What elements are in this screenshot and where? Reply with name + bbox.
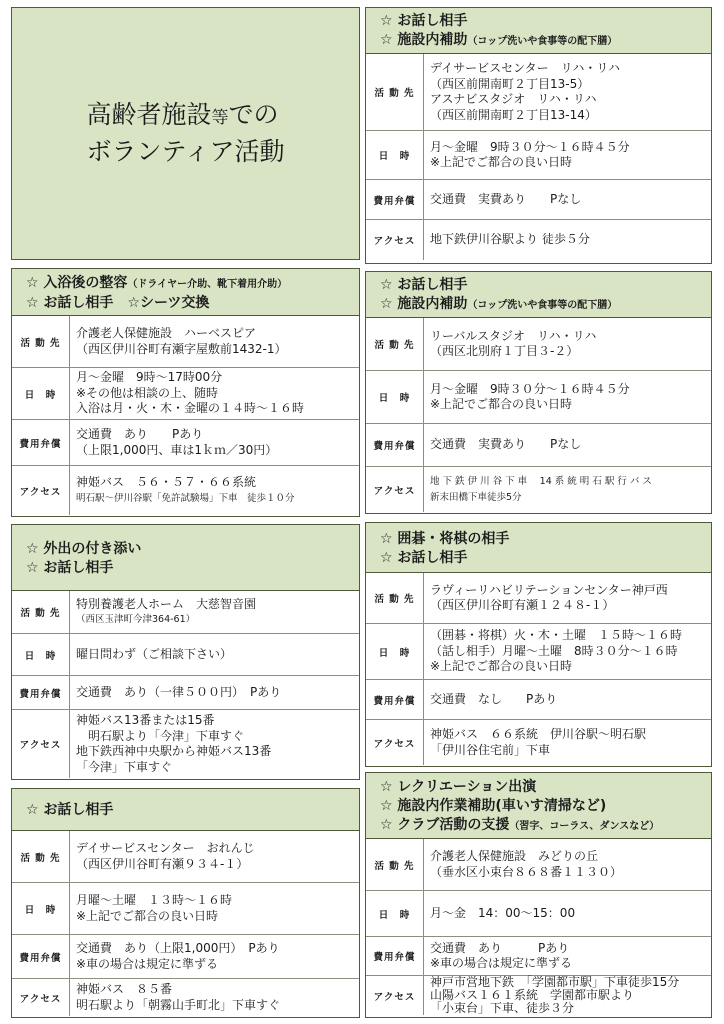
card-heading-note: （習字、コーラス、ダンスなど） xyxy=(509,820,660,832)
label-place: 活 動 先 xyxy=(12,316,70,367)
cost-line: ※車の場合は規定に準ずる xyxy=(430,956,573,970)
value-cost xyxy=(424,424,711,466)
row-place xyxy=(12,591,359,633)
cost-line: 交通費 実費あり Pなし xyxy=(430,191,582,206)
time-line: 曜日問わず（ご相談下さい） xyxy=(76,646,233,661)
place-line: （西区伊川谷町有瀬９３４-１） xyxy=(76,856,249,871)
activity-card-2 xyxy=(11,268,360,517)
value-time xyxy=(424,624,711,679)
value-time xyxy=(424,371,711,423)
row-place xyxy=(12,316,359,367)
value-access xyxy=(424,220,711,260)
activity-card-3 xyxy=(365,271,712,514)
place-line: ラヴィーリハビリテーションセンター神戸西 xyxy=(430,582,668,597)
time-line: 入浴は月・火・木・金曜の１４時～１６時 xyxy=(76,401,305,416)
label-cost: 費用弁償 xyxy=(12,420,70,465)
label-access: アクセス xyxy=(12,466,70,515)
value-time xyxy=(70,634,359,675)
card-heading-1: ☆ 外出の付き添い xyxy=(26,540,142,557)
access-line: 神戸市営地下鉄 「学園都市駅」下車徒歩15分 xyxy=(430,975,680,989)
value-access xyxy=(70,466,359,515)
cost-line: 交通費 あり Pあり xyxy=(430,940,570,955)
label-time: 日 時 xyxy=(366,624,424,679)
row-time xyxy=(12,367,359,419)
label-time: 日 時 xyxy=(12,634,70,675)
row-access xyxy=(12,709,359,778)
card-header xyxy=(366,272,711,318)
card-heading-2-main: ☆ 施設内補助 xyxy=(380,32,468,48)
card-heading-1 xyxy=(26,274,349,294)
card-header xyxy=(12,525,359,591)
card-heading-1-main: ☆ 入浴後の整容 xyxy=(26,274,128,291)
row-access xyxy=(366,975,711,1015)
place-line: （西区玉津町今津364-61） xyxy=(76,614,196,625)
label-time: 日 時 xyxy=(366,371,424,423)
label-access: アクセス xyxy=(12,710,70,778)
value-place xyxy=(70,591,359,633)
time-line: 月～金曜 9時３０分～１６時４５分 xyxy=(430,381,630,396)
row-cost xyxy=(366,936,711,975)
card-heading-1: ☆ 囲碁・将棋の相手 xyxy=(380,530,510,547)
access-line: 山陽バス１６１系統 学園都市駅より xyxy=(430,988,635,1002)
value-cost xyxy=(424,680,711,719)
row-time xyxy=(366,130,711,179)
label-time: 日 時 xyxy=(366,891,424,936)
row-access xyxy=(366,219,711,260)
value-cost xyxy=(70,676,359,709)
time-line: 月～金曜 9時～17時00分 xyxy=(76,370,223,385)
title-line-1-main: 高齢者施設 xyxy=(86,100,212,129)
row-time xyxy=(366,370,711,423)
value-time xyxy=(424,131,711,179)
row-cost xyxy=(12,675,359,709)
card-heading-1: ☆ お話し相手 xyxy=(380,277,468,293)
access-line: 神姫バス ５６・５７・６６系統 xyxy=(76,475,257,489)
time-line: 月～金曜 9時３０分～１６時４５分 xyxy=(430,139,630,154)
row-cost xyxy=(12,419,359,465)
time-line: 月曜～土曜 １３時～１６時 xyxy=(76,893,233,907)
value-place xyxy=(70,831,359,882)
label-place: 活 動 先 xyxy=(366,54,424,130)
label-time: 日 時 xyxy=(12,368,70,419)
value-cost xyxy=(424,180,711,219)
time-line: （話し相手）月曜～土曜 8時３０分～１６時 xyxy=(430,643,678,658)
label-place: 活 動 先 xyxy=(366,318,424,370)
label-access: アクセス xyxy=(366,467,424,512)
row-cost xyxy=(366,179,711,219)
value-cost xyxy=(70,420,359,465)
cost-line: 交通費 あり（一律５００円） Pあり xyxy=(76,684,282,699)
row-time xyxy=(366,890,711,936)
label-access: アクセス xyxy=(366,220,424,260)
card-header xyxy=(12,269,359,316)
time-line: ※上記でご都合の良い日時 xyxy=(430,397,573,411)
time-line: ※その他は相談の上、随時 xyxy=(76,385,219,400)
label-place: 活 動 先 xyxy=(366,839,424,890)
cost-line: ※車の場合は規定に準ずる xyxy=(76,956,219,971)
access-line: 「小束台」下車、徒歩３分 xyxy=(430,1001,575,1015)
place-line: （西区北別府１丁目３-２） xyxy=(430,344,579,358)
row-place xyxy=(12,831,359,882)
label-time: 日 時 xyxy=(366,131,424,179)
place-line: （西区前開南町２丁目13-14） xyxy=(430,107,597,122)
place-line: 介護老人保健施設 ハーベスピア xyxy=(76,326,257,340)
card-heading-2 xyxy=(380,31,701,51)
card-header xyxy=(12,789,359,831)
access-line: 新末田橋下車徒歩5分 xyxy=(430,491,522,503)
access-line: 神姫バス ８５番 xyxy=(76,982,173,996)
place-line: （西区伊川谷町有瀬字屋敷前1432-1） xyxy=(76,341,287,356)
value-time xyxy=(424,891,711,936)
value-time xyxy=(70,883,359,934)
row-place xyxy=(366,573,711,623)
place-line: 特別養護老人ホーム 大慈智音園 xyxy=(76,596,257,611)
access-line: 明石駅より「朝霧山手町北」下車すぐ xyxy=(76,997,281,1012)
place-line: リーバルスタジオ リハ・リハ xyxy=(430,328,597,343)
cost-line: 交通費 なし Pあり xyxy=(430,691,558,706)
label-cost: 費用弁償 xyxy=(12,935,70,978)
cost-line: 交通費 実費あり Pなし xyxy=(430,437,582,452)
value-cost xyxy=(70,935,359,978)
label-time: 日 時 xyxy=(12,883,70,934)
activity-card-1 xyxy=(365,7,712,264)
value-access xyxy=(70,979,359,1016)
title-line-1 xyxy=(86,98,284,135)
label-cost: 費用弁償 xyxy=(366,680,424,719)
card-heading-2: ☆ お話し相手 xyxy=(380,549,468,566)
value-place xyxy=(424,573,711,623)
place-line: （垂水区小束台８６８番１１３０） xyxy=(430,864,623,879)
place-line: （西区前開南町２丁目13-5） xyxy=(430,76,590,91)
row-time xyxy=(12,633,359,675)
label-place: 活 動 先 xyxy=(366,573,424,623)
label-cost: 費用弁償 xyxy=(12,676,70,709)
title-line-1-small: 等 xyxy=(211,108,229,128)
access-line: 神姫バス13番または15番 xyxy=(76,713,215,727)
label-access: アクセス xyxy=(366,976,424,1015)
label-access: アクセス xyxy=(366,720,424,765)
cost-line: 交通費 あり Pあり xyxy=(76,427,204,441)
label-cost: 費用弁償 xyxy=(366,180,424,219)
card-heading-3 xyxy=(380,816,701,836)
access-line: 神姫バス ６６系統 伊川谷駅～明石駅 xyxy=(430,727,647,741)
label-place: 活 動 先 xyxy=(12,591,70,633)
value-access xyxy=(424,976,711,1015)
row-place xyxy=(366,54,711,130)
page-title xyxy=(86,98,284,169)
card-heading-2-main: ☆ 施設内補助 xyxy=(380,296,468,312)
access-line: 明石駅より「今津」下車すぐ xyxy=(76,728,245,743)
place-line: デイサービスセンター リハ・リハ xyxy=(430,61,620,75)
row-access xyxy=(366,466,711,512)
value-access xyxy=(70,710,359,778)
label-cost: 費用弁償 xyxy=(366,424,424,466)
card-heading-note: （コップ洗いや食事等の配下膳） xyxy=(467,36,618,47)
time-line: ※上記でご都合の良い日時 xyxy=(430,155,573,169)
time-line: ※上記でご都合の良い日時 xyxy=(430,659,573,674)
card-header xyxy=(366,8,711,54)
activity-card-6 xyxy=(11,788,360,1018)
row-access xyxy=(12,978,359,1016)
title-line-1-tail: での xyxy=(228,100,279,129)
value-place xyxy=(424,839,711,890)
cost-line: 交通費 あり（上限1,000円） Pあり xyxy=(76,941,280,955)
title-box xyxy=(11,7,360,260)
access-line: 「伊川谷住宅前」下車 xyxy=(430,742,551,757)
card-heading-1: ☆ お話し相手 xyxy=(380,13,468,29)
place-line: 介護老人保健施設 みどりの丘 xyxy=(430,849,599,863)
card-header xyxy=(366,523,711,573)
activity-card-7 xyxy=(365,772,712,1018)
label-cost: 費用弁償 xyxy=(366,937,424,975)
label-place: 活 動 先 xyxy=(12,831,70,882)
card-heading-1: ☆ レクリエーション出演 xyxy=(380,778,537,795)
value-access xyxy=(424,720,711,765)
row-place xyxy=(366,318,711,370)
place-line: （西区伊川谷町有瀬１２４８-１） xyxy=(430,598,615,612)
card-heading-3-main: ☆ クラブ活動の支援 xyxy=(380,816,510,833)
label-access: アクセス xyxy=(12,979,70,1016)
card-heading-2: ☆ お話し相手 xyxy=(26,559,114,576)
row-time xyxy=(366,623,711,679)
value-time xyxy=(70,368,359,419)
access-line: 地 下 鉄 伊 川 谷 下 車 14 系 統 明 石 駅 行 バ ス xyxy=(430,476,652,487)
card-header xyxy=(366,773,711,839)
card-heading-note: （コップ洗いや食事等の配下膳） xyxy=(467,300,618,311)
card-heading-2: ☆ 施設内作業補助(車いす清掃など) xyxy=(380,797,607,814)
card-heading-note: （ドライヤー介助、靴下着用介助） xyxy=(127,278,288,290)
time-line: 月～金 14：00～15：00 xyxy=(430,905,576,920)
value-place xyxy=(424,318,711,370)
card-heading-2 xyxy=(380,295,701,315)
activity-card-5 xyxy=(365,522,712,767)
place-line: アスナビスタジオ リハ・リハ xyxy=(430,92,597,106)
time-line: ※上記でご都合の良い日時 xyxy=(76,908,219,923)
access-line: 地下鉄西神中央駅から神姫バス13番 xyxy=(76,744,272,758)
card-heading-1: ☆ お話し相手 xyxy=(26,802,114,818)
value-place xyxy=(70,316,359,367)
row-place xyxy=(366,839,711,890)
row-cost xyxy=(366,423,711,466)
row-cost xyxy=(366,679,711,719)
row-access xyxy=(12,465,359,515)
row-cost xyxy=(12,934,359,978)
value-place xyxy=(424,54,711,130)
place-line: デイサービスセンター おれんじ xyxy=(76,841,255,855)
cost-line: （上限1,000円、車は1ｋｍ／30円） xyxy=(76,442,278,457)
value-access xyxy=(424,467,711,512)
row-access xyxy=(366,719,711,765)
title-line-2: ボランティア活動 xyxy=(86,137,285,166)
activity-card-4 xyxy=(11,524,360,780)
time-line: （囲碁・将棋）火・木・土曜 １５時～１６時 xyxy=(430,628,683,643)
card-heading-2: ☆ お話し相手 ☆シーツ交換 xyxy=(26,294,210,311)
access-line: 明石駅～伊川谷駅「免許試験場」下車 徒歩１０分 xyxy=(76,492,295,504)
access-line: 地下鉄伊川谷駅より 徒歩５分 xyxy=(430,232,590,247)
row-time xyxy=(12,882,359,934)
value-cost xyxy=(424,937,711,975)
access-line: 「今津」下車すぐ xyxy=(76,759,173,774)
